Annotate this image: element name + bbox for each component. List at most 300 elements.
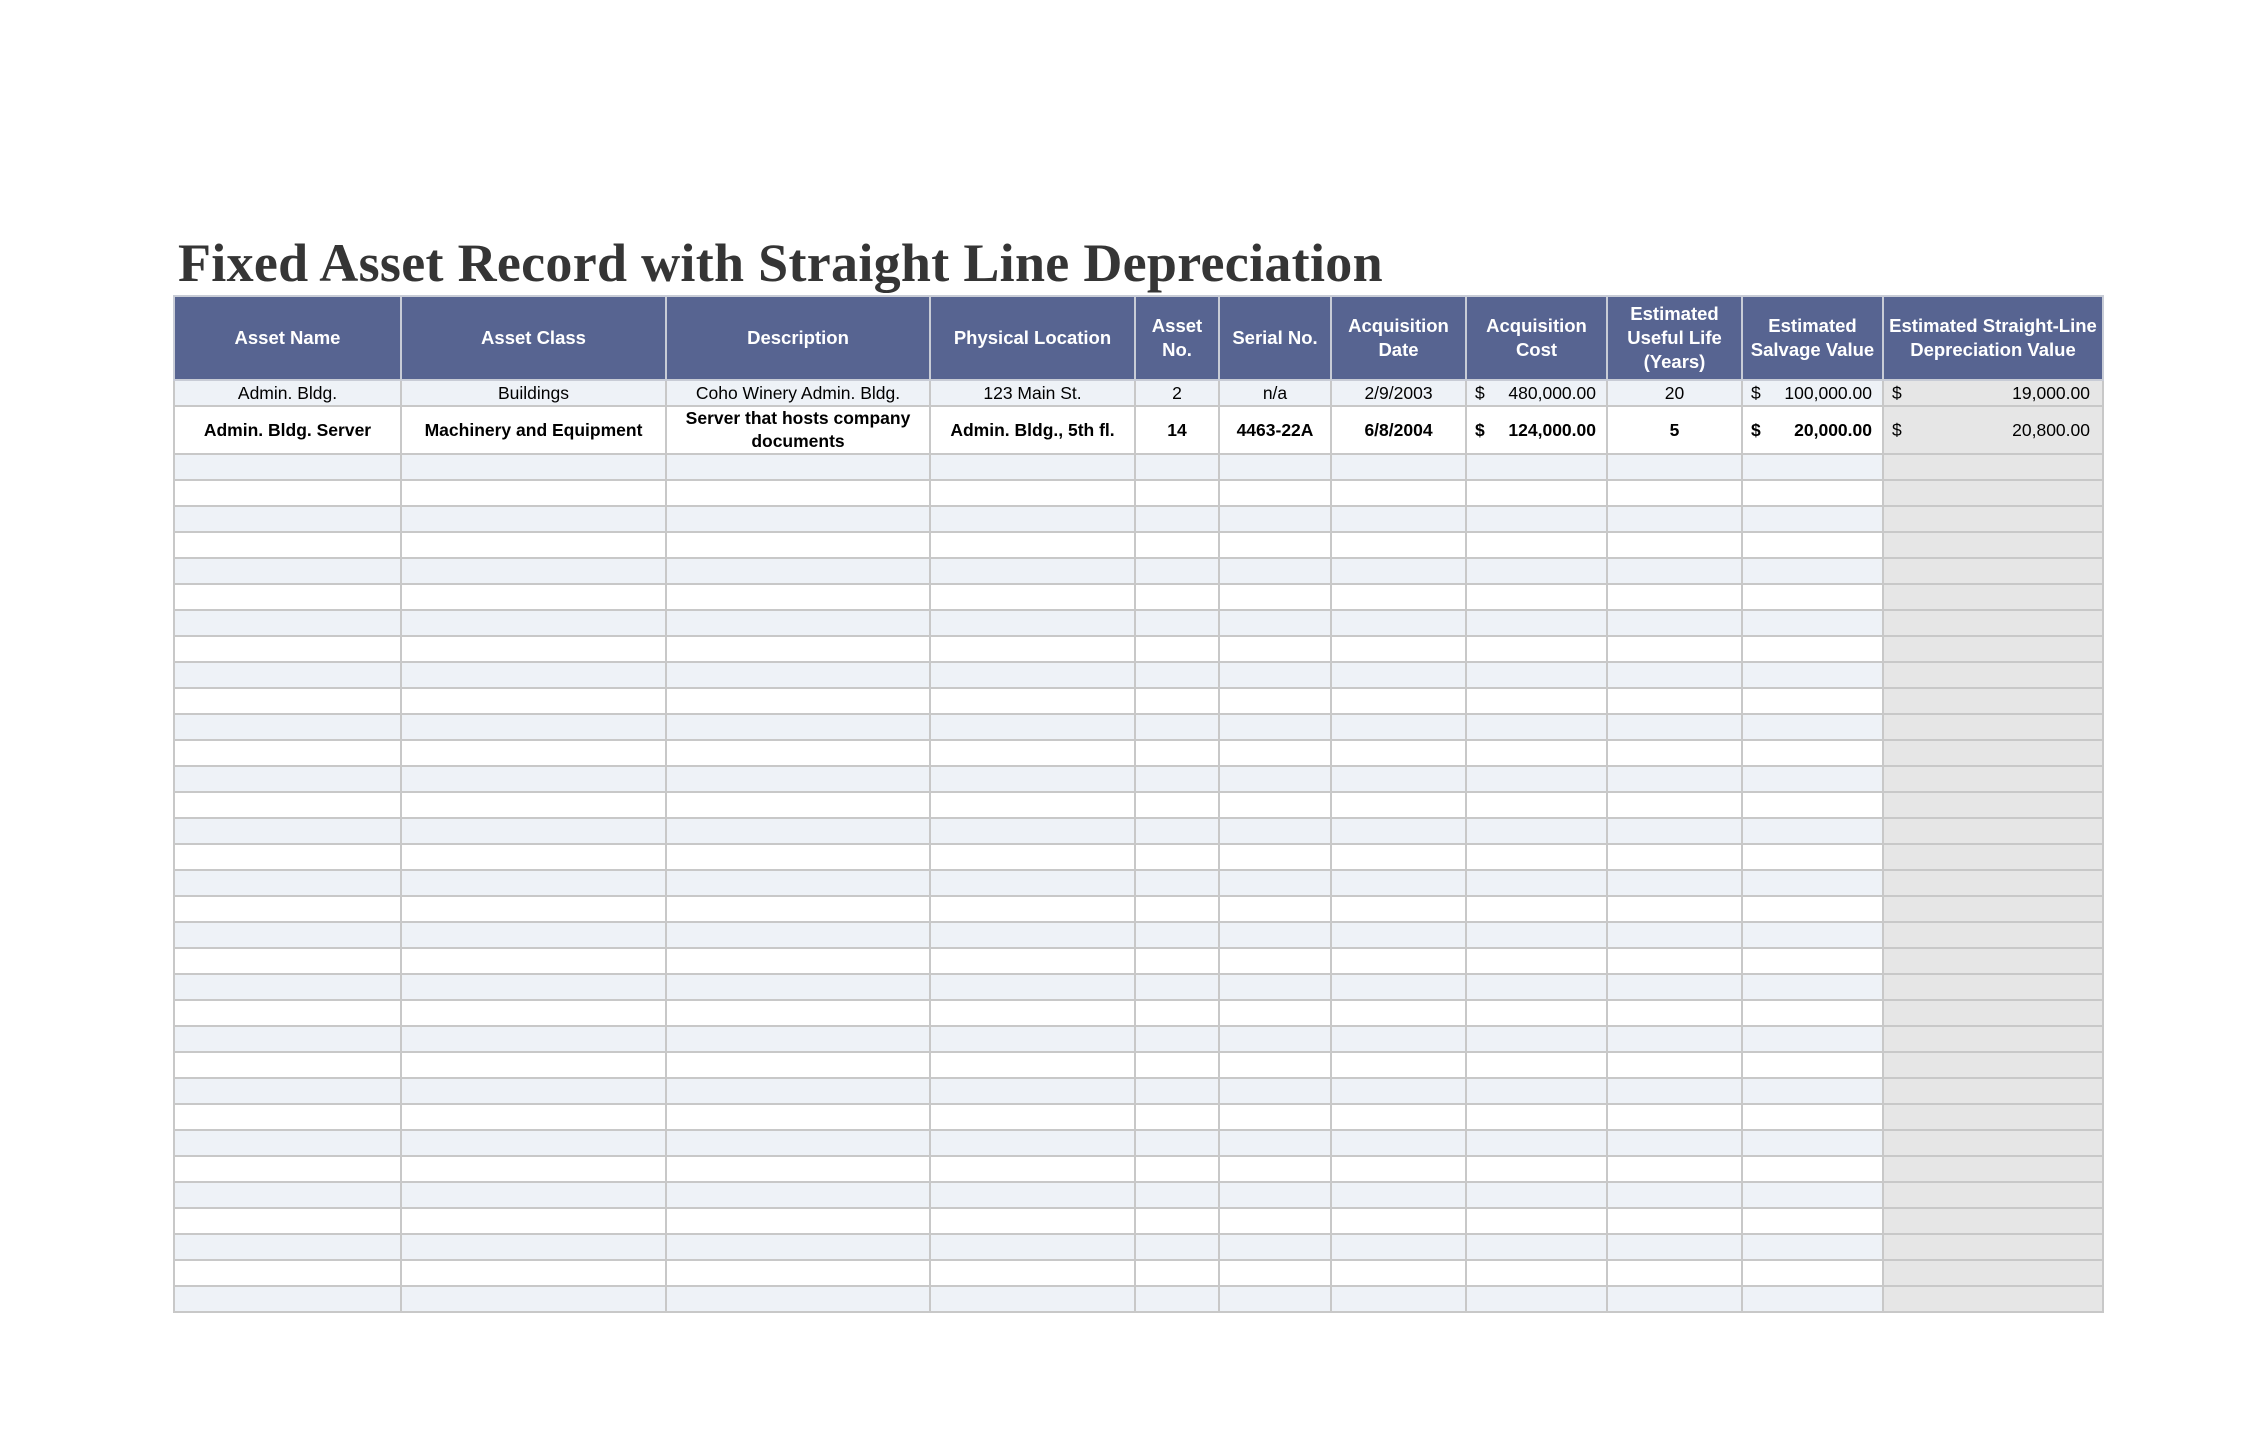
cell-description[interactable] <box>666 1052 930 1078</box>
cell-useful-life[interactable] <box>1607 662 1742 688</box>
cell-useful-life[interactable] <box>1607 1234 1742 1260</box>
cell-acquisition-cost[interactable] <box>1466 870 1607 896</box>
cell-description[interactable] <box>666 792 930 818</box>
cell-asset-no[interactable] <box>1135 1260 1219 1286</box>
cell-depreciation-value[interactable] <box>1883 1286 2103 1312</box>
cell-asset-no[interactable] <box>1135 688 1219 714</box>
cell-asset-no[interactable] <box>1135 584 1219 610</box>
cell-physical-location[interactable] <box>930 1078 1135 1104</box>
cell-acquisition-cost[interactable] <box>1466 688 1607 714</box>
cell-description[interactable] <box>666 974 930 1000</box>
cell-asset-name[interactable]: Admin. Bldg. <box>174 380 401 406</box>
cell-depreciation-value[interactable] <box>1883 948 2103 974</box>
cell-physical-location[interactable] <box>930 818 1135 844</box>
cell-acquisition-cost[interactable] <box>1466 636 1607 662</box>
cell-useful-life[interactable] <box>1607 792 1742 818</box>
cell-acquisition-cost[interactable] <box>1466 766 1607 792</box>
header-depreciation-value[interactable]: Estimated Straight-Line Depreciation Value <box>1883 296 2103 380</box>
cell-asset-no[interactable]: 14 <box>1135 406 1219 454</box>
cell-salvage-value[interactable] <box>1742 584 1883 610</box>
cell-physical-location[interactable] <box>930 896 1135 922</box>
cell-asset-name[interactable] <box>174 896 401 922</box>
cell-asset-class[interactable] <box>401 480 666 506</box>
header-physical-location[interactable]: Physical Location <box>930 296 1135 380</box>
cell-asset-class[interactable] <box>401 532 666 558</box>
cell-salvage-value[interactable] <box>1742 610 1883 636</box>
cell-asset-no[interactable] <box>1135 1026 1219 1052</box>
cell-depreciation-value[interactable] <box>1883 1260 2103 1286</box>
cell-acquisition-cost[interactable] <box>1466 896 1607 922</box>
cell-useful-life[interactable] <box>1607 714 1742 740</box>
cell-acquisition-cost[interactable] <box>1466 714 1607 740</box>
cell-asset-name[interactable] <box>174 558 401 584</box>
cell-description[interactable]: Coho Winery Admin. Bldg. <box>666 380 930 406</box>
cell-salvage-value[interactable] <box>1742 1234 1883 1260</box>
cell-acquisition-cost[interactable] <box>1466 532 1607 558</box>
cell-asset-class[interactable] <box>401 1052 666 1078</box>
cell-asset-no[interactable] <box>1135 558 1219 584</box>
cell-asset-class[interactable] <box>401 454 666 480</box>
cell-physical-location[interactable] <box>930 1026 1135 1052</box>
cell-asset-no[interactable] <box>1135 740 1219 766</box>
cell-serial-no[interactable] <box>1219 558 1331 584</box>
header-salvage-value[interactable]: Estimated Salvage Value <box>1742 296 1883 380</box>
cell-acquisition-date[interactable] <box>1331 1286 1466 1312</box>
cell-acquisition-date[interactable] <box>1331 1052 1466 1078</box>
cell-asset-class[interactable] <box>401 1260 666 1286</box>
cell-physical-location[interactable] <box>930 1260 1135 1286</box>
cell-serial-no[interactable] <box>1219 584 1331 610</box>
cell-asset-no[interactable] <box>1135 532 1219 558</box>
cell-asset-class[interactable] <box>401 844 666 870</box>
cell-acquisition-cost[interactable] <box>1466 974 1607 1000</box>
cell-asset-class[interactable] <box>401 1000 666 1026</box>
cell-acquisition-cost[interactable] <box>1466 818 1607 844</box>
cell-asset-class[interactable] <box>401 948 666 974</box>
cell-serial-no[interactable] <box>1219 1130 1331 1156</box>
cell-asset-no[interactable] <box>1135 974 1219 1000</box>
cell-salvage-value[interactable] <box>1742 1026 1883 1052</box>
cell-salvage-value[interactable] <box>1742 948 1883 974</box>
cell-description[interactable]: Server that hosts company documents <box>666 406 930 454</box>
cell-depreciation-value[interactable] <box>1883 506 2103 532</box>
cell-serial-no[interactable] <box>1219 896 1331 922</box>
cell-depreciation-value[interactable] <box>1883 688 2103 714</box>
cell-depreciation-value[interactable] <box>1883 922 2103 948</box>
cell-asset-class[interactable] <box>401 584 666 610</box>
cell-asset-class[interactable] <box>401 1130 666 1156</box>
cell-depreciation-value[interactable] <box>1883 532 2103 558</box>
cell-useful-life[interactable] <box>1607 844 1742 870</box>
cell-useful-life[interactable] <box>1607 948 1742 974</box>
cell-asset-no[interactable] <box>1135 870 1219 896</box>
cell-salvage-value[interactable] <box>1742 896 1883 922</box>
cell-useful-life[interactable] <box>1607 1156 1742 1182</box>
cell-useful-life[interactable] <box>1607 1104 1742 1130</box>
cell-physical-location[interactable] <box>930 792 1135 818</box>
cell-asset-no[interactable] <box>1135 844 1219 870</box>
cell-useful-life[interactable] <box>1607 818 1742 844</box>
cell-acquisition-cost[interactable] <box>1466 1000 1607 1026</box>
cell-acquisition-date[interactable] <box>1331 532 1466 558</box>
cell-serial-no[interactable] <box>1219 792 1331 818</box>
cell-asset-no[interactable] <box>1135 610 1219 636</box>
cell-serial-no[interactable] <box>1219 870 1331 896</box>
cell-acquisition-date[interactable] <box>1331 1260 1466 1286</box>
cell-physical-location[interactable] <box>930 1052 1135 1078</box>
cell-salvage-value[interactable] <box>1742 1286 1883 1312</box>
cell-depreciation-value[interactable] <box>1883 1234 2103 1260</box>
cell-depreciation-value[interactable] <box>1883 1130 2103 1156</box>
cell-acquisition-cost[interactable] <box>1466 1260 1607 1286</box>
cell-asset-name[interactable] <box>174 688 401 714</box>
cell-depreciation-value[interactable] <box>1883 480 2103 506</box>
cell-salvage-value[interactable] <box>1742 1130 1883 1156</box>
cell-acquisition-cost[interactable] <box>1466 948 1607 974</box>
cell-description[interactable] <box>666 1000 930 1026</box>
cell-physical-location[interactable] <box>930 636 1135 662</box>
cell-useful-life[interactable] <box>1607 532 1742 558</box>
cell-description[interactable] <box>666 1182 930 1208</box>
cell-description[interactable] <box>666 1078 930 1104</box>
cell-asset-name[interactable] <box>174 610 401 636</box>
cell-acquisition-date[interactable] <box>1331 818 1466 844</box>
cell-depreciation-value[interactable] <box>1883 1052 2103 1078</box>
cell-salvage-value[interactable] <box>1742 1052 1883 1078</box>
cell-serial-no[interactable] <box>1219 454 1331 480</box>
cell-depreciation-value[interactable] <box>1883 870 2103 896</box>
cell-physical-location[interactable] <box>930 1000 1135 1026</box>
cell-serial-no[interactable] <box>1219 1208 1331 1234</box>
cell-asset-name[interactable] <box>174 714 401 740</box>
cell-acquisition-date[interactable] <box>1331 896 1466 922</box>
cell-acquisition-cost[interactable] <box>1466 792 1607 818</box>
cell-asset-no[interactable] <box>1135 948 1219 974</box>
cell-acquisition-cost[interactable] <box>1466 380 1607 406</box>
cell-asset-name[interactable] <box>174 1130 401 1156</box>
cell-acquisition-cost[interactable] <box>1466 1052 1607 1078</box>
cell-acquisition-date[interactable] <box>1331 922 1466 948</box>
cell-depreciation-value[interactable] <box>1883 406 2103 454</box>
cell-asset-no[interactable] <box>1135 636 1219 662</box>
cell-acquisition-date[interactable] <box>1331 844 1466 870</box>
cell-asset-name[interactable] <box>174 1234 401 1260</box>
cell-useful-life[interactable] <box>1607 870 1742 896</box>
cell-depreciation-value[interactable] <box>1883 818 2103 844</box>
cell-asset-name[interactable] <box>174 1052 401 1078</box>
cell-description[interactable] <box>666 818 930 844</box>
cell-acquisition-date[interactable] <box>1331 1026 1466 1052</box>
cell-asset-class[interactable] <box>401 1208 666 1234</box>
cell-asset-no[interactable] <box>1135 506 1219 532</box>
cell-asset-no[interactable] <box>1135 896 1219 922</box>
cell-depreciation-value[interactable] <box>1883 766 2103 792</box>
cell-acquisition-cost[interactable] <box>1466 584 1607 610</box>
cell-physical-location[interactable] <box>930 610 1135 636</box>
cell-useful-life[interactable] <box>1607 1208 1742 1234</box>
cell-acquisition-date[interactable] <box>1331 584 1466 610</box>
cell-serial-no[interactable] <box>1219 974 1331 1000</box>
cell-description[interactable] <box>666 1104 930 1130</box>
cell-physical-location[interactable]: Admin. Bldg., 5th fl. <box>930 406 1135 454</box>
cell-asset-name[interactable] <box>174 870 401 896</box>
cell-acquisition-cost[interactable] <box>1466 1182 1607 1208</box>
cell-depreciation-value[interactable] <box>1883 844 2103 870</box>
cell-asset-name[interactable] <box>174 818 401 844</box>
cell-useful-life[interactable] <box>1607 740 1742 766</box>
cell-serial-no[interactable] <box>1219 766 1331 792</box>
cell-useful-life[interactable] <box>1607 454 1742 480</box>
cell-asset-class[interactable] <box>401 662 666 688</box>
header-acquisition-date[interactable]: Acquisition Date <box>1331 296 1466 380</box>
cell-serial-no[interactable] <box>1219 948 1331 974</box>
cell-asset-name[interactable] <box>174 1026 401 1052</box>
cell-asset-name[interactable] <box>174 766 401 792</box>
cell-acquisition-cost[interactable] <box>1466 844 1607 870</box>
cell-serial-no[interactable] <box>1219 1026 1331 1052</box>
header-serial-no[interactable]: Serial No. <box>1219 296 1331 380</box>
cell-salvage-value[interactable] <box>1742 380 1883 406</box>
cell-useful-life[interactable]: 5 <box>1607 406 1742 454</box>
cell-salvage-value[interactable] <box>1742 1156 1883 1182</box>
cell-physical-location[interactable] <box>930 1104 1135 1130</box>
cell-serial-no[interactable] <box>1219 1234 1331 1260</box>
cell-physical-location[interactable] <box>930 532 1135 558</box>
cell-description[interactable] <box>666 896 930 922</box>
cell-description[interactable] <box>666 1260 930 1286</box>
cell-depreciation-value[interactable] <box>1883 896 2103 922</box>
cell-description[interactable] <box>666 714 930 740</box>
cell-acquisition-date[interactable] <box>1331 948 1466 974</box>
cell-serial-no[interactable] <box>1219 1156 1331 1182</box>
cell-asset-name[interactable] <box>174 480 401 506</box>
cell-useful-life[interactable] <box>1607 636 1742 662</box>
cell-physical-location[interactable]: 123 Main St. <box>930 380 1135 406</box>
cell-description[interactable] <box>666 688 930 714</box>
cell-asset-class[interactable] <box>401 818 666 844</box>
cell-serial-no[interactable] <box>1219 532 1331 558</box>
cell-physical-location[interactable] <box>930 844 1135 870</box>
cell-asset-name[interactable] <box>174 922 401 948</box>
cell-salvage-value[interactable] <box>1742 766 1883 792</box>
cell-acquisition-cost[interactable] <box>1466 506 1607 532</box>
cell-salvage-value[interactable] <box>1742 688 1883 714</box>
cell-serial-no[interactable] <box>1219 636 1331 662</box>
cell-serial-no[interactable] <box>1219 1182 1331 1208</box>
cell-salvage-value[interactable] <box>1742 532 1883 558</box>
cell-serial-no[interactable] <box>1219 1052 1331 1078</box>
cell-acquisition-date[interactable] <box>1331 766 1466 792</box>
cell-asset-no[interactable] <box>1135 792 1219 818</box>
cell-depreciation-value[interactable] <box>1883 454 2103 480</box>
cell-useful-life[interactable] <box>1607 610 1742 636</box>
cell-description[interactable] <box>666 532 930 558</box>
cell-acquisition-date[interactable]: 6/8/2004 <box>1331 406 1466 454</box>
cell-physical-location[interactable] <box>930 1130 1135 1156</box>
cell-asset-class[interactable] <box>401 766 666 792</box>
cell-asset-no[interactable] <box>1135 714 1219 740</box>
cell-description[interactable] <box>666 844 930 870</box>
cell-asset-name[interactable] <box>174 1078 401 1104</box>
cell-physical-location[interactable] <box>930 480 1135 506</box>
cell-asset-name[interactable] <box>174 454 401 480</box>
cell-asset-class[interactable] <box>401 558 666 584</box>
cell-asset-class[interactable] <box>401 714 666 740</box>
cell-useful-life[interactable] <box>1607 922 1742 948</box>
cell-description[interactable] <box>666 584 930 610</box>
cell-serial-no[interactable] <box>1219 714 1331 740</box>
cell-description[interactable] <box>666 610 930 636</box>
cell-depreciation-value[interactable] <box>1883 792 2103 818</box>
cell-asset-no[interactable] <box>1135 454 1219 480</box>
cell-salvage-value[interactable] <box>1742 1078 1883 1104</box>
cell-asset-name[interactable] <box>174 1182 401 1208</box>
cell-serial-no[interactable] <box>1219 506 1331 532</box>
cell-physical-location[interactable] <box>930 1156 1135 1182</box>
cell-useful-life[interactable] <box>1607 1026 1742 1052</box>
cell-asset-class[interactable] <box>401 688 666 714</box>
cell-salvage-value[interactable] <box>1742 1000 1883 1026</box>
cell-acquisition-cost[interactable] <box>1466 558 1607 584</box>
cell-physical-location[interactable] <box>930 1234 1135 1260</box>
cell-description[interactable] <box>666 948 930 974</box>
cell-acquisition-date[interactable] <box>1331 740 1466 766</box>
cell-asset-class[interactable] <box>401 974 666 1000</box>
cell-asset-name[interactable] <box>174 636 401 662</box>
cell-asset-name[interactable] <box>174 792 401 818</box>
cell-salvage-value[interactable] <box>1742 1104 1883 1130</box>
cell-serial-no[interactable] <box>1219 662 1331 688</box>
cell-serial-no[interactable] <box>1219 740 1331 766</box>
cell-salvage-value[interactable] <box>1742 636 1883 662</box>
cell-asset-class[interactable] <box>401 506 666 532</box>
cell-asset-class[interactable] <box>401 1182 666 1208</box>
cell-depreciation-value[interactable] <box>1883 610 2103 636</box>
cell-salvage-value[interactable] <box>1742 506 1883 532</box>
cell-acquisition-date[interactable] <box>1331 1000 1466 1026</box>
cell-physical-location[interactable] <box>930 1182 1135 1208</box>
cell-asset-name[interactable] <box>174 1286 401 1312</box>
cell-asset-name[interactable] <box>174 662 401 688</box>
cell-acquisition-date[interactable] <box>1331 610 1466 636</box>
cell-depreciation-value[interactable] <box>1883 1026 2103 1052</box>
cell-asset-no[interactable] <box>1135 1052 1219 1078</box>
cell-asset-no[interactable] <box>1135 766 1219 792</box>
cell-acquisition-date[interactable] <box>1331 662 1466 688</box>
cell-physical-location[interactable] <box>930 948 1135 974</box>
cell-useful-life[interactable] <box>1607 1260 1742 1286</box>
cell-acquisition-date[interactable] <box>1331 1156 1466 1182</box>
cell-asset-name[interactable] <box>174 1000 401 1026</box>
cell-useful-life[interactable] <box>1607 506 1742 532</box>
cell-asset-no[interactable] <box>1135 818 1219 844</box>
cell-description[interactable] <box>666 740 930 766</box>
cell-useful-life[interactable] <box>1607 1286 1742 1312</box>
cell-serial-no[interactable]: n/a <box>1219 380 1331 406</box>
cell-physical-location[interactable] <box>930 870 1135 896</box>
cell-serial-no[interactable] <box>1219 818 1331 844</box>
cell-salvage-value[interactable] <box>1742 662 1883 688</box>
cell-useful-life[interactable] <box>1607 766 1742 792</box>
cell-acquisition-cost[interactable] <box>1466 740 1607 766</box>
cell-useful-life[interactable] <box>1607 480 1742 506</box>
cell-acquisition-cost[interactable] <box>1466 1026 1607 1052</box>
cell-acquisition-date[interactable] <box>1331 714 1466 740</box>
cell-salvage-value[interactable] <box>1742 922 1883 948</box>
cell-depreciation-value[interactable] <box>1883 974 2103 1000</box>
cell-asset-no[interactable] <box>1135 1104 1219 1130</box>
cell-depreciation-value[interactable] <box>1883 1156 2103 1182</box>
cell-acquisition-date[interactable] <box>1331 506 1466 532</box>
cell-asset-no[interactable] <box>1135 1286 1219 1312</box>
cell-acquisition-cost[interactable] <box>1466 1156 1607 1182</box>
cell-asset-class[interactable] <box>401 792 666 818</box>
cell-acquisition-cost[interactable] <box>1466 1130 1607 1156</box>
cell-description[interactable] <box>666 454 930 480</box>
cell-description[interactable] <box>666 870 930 896</box>
cell-acquisition-cost[interactable] <box>1466 1104 1607 1130</box>
cell-acquisition-cost[interactable] <box>1466 1286 1607 1312</box>
cell-acquisition-cost[interactable] <box>1466 480 1607 506</box>
cell-asset-class[interactable] <box>401 896 666 922</box>
cell-salvage-value[interactable] <box>1742 558 1883 584</box>
cell-acquisition-cost[interactable] <box>1466 1078 1607 1104</box>
cell-serial-no[interactable] <box>1219 1000 1331 1026</box>
cell-asset-name[interactable]: Admin. Bldg. Server <box>174 406 401 454</box>
cell-asset-name[interactable] <box>174 740 401 766</box>
cell-acquisition-date[interactable] <box>1331 454 1466 480</box>
header-description[interactable]: Description <box>666 296 930 380</box>
cell-acquisition-date[interactable] <box>1331 974 1466 1000</box>
cell-asset-name[interactable] <box>174 1260 401 1286</box>
cell-asset-no[interactable] <box>1135 1208 1219 1234</box>
cell-asset-no[interactable] <box>1135 1078 1219 1104</box>
cell-description[interactable] <box>666 558 930 584</box>
cell-serial-no[interactable] <box>1219 1286 1331 1312</box>
cell-salvage-value[interactable] <box>1742 714 1883 740</box>
cell-acquisition-cost[interactable] <box>1466 1234 1607 1260</box>
cell-asset-no[interactable] <box>1135 1182 1219 1208</box>
cell-useful-life[interactable] <box>1607 1130 1742 1156</box>
header-asset-no[interactable]: Asset No. <box>1135 296 1219 380</box>
cell-description[interactable] <box>666 766 930 792</box>
cell-acquisition-cost[interactable] <box>1466 406 1607 454</box>
cell-depreciation-value[interactable] <box>1883 584 2103 610</box>
cell-salvage-value[interactable] <box>1742 844 1883 870</box>
cell-salvage-value[interactable] <box>1742 740 1883 766</box>
cell-acquisition-date[interactable] <box>1331 688 1466 714</box>
cell-serial-no[interactable] <box>1219 480 1331 506</box>
cell-acquisition-cost[interactable] <box>1466 662 1607 688</box>
cell-acquisition-cost[interactable] <box>1466 610 1607 636</box>
cell-physical-location[interactable] <box>930 688 1135 714</box>
cell-depreciation-value[interactable] <box>1883 380 2103 406</box>
cell-asset-class[interactable] <box>401 870 666 896</box>
cell-salvage-value[interactable] <box>1742 1182 1883 1208</box>
cell-asset-name[interactable] <box>174 974 401 1000</box>
cell-useful-life[interactable] <box>1607 974 1742 1000</box>
cell-useful-life[interactable] <box>1607 896 1742 922</box>
cell-salvage-value[interactable] <box>1742 406 1883 454</box>
cell-acquisition-cost[interactable] <box>1466 1208 1607 1234</box>
cell-description[interactable] <box>666 1286 930 1312</box>
cell-useful-life[interactable] <box>1607 584 1742 610</box>
cell-serial-no[interactable] <box>1219 1104 1331 1130</box>
cell-physical-location[interactable] <box>930 662 1135 688</box>
cell-physical-location[interactable] <box>930 506 1135 532</box>
header-asset-name[interactable]: Asset Name <box>174 296 401 380</box>
cell-serial-no[interactable] <box>1219 922 1331 948</box>
